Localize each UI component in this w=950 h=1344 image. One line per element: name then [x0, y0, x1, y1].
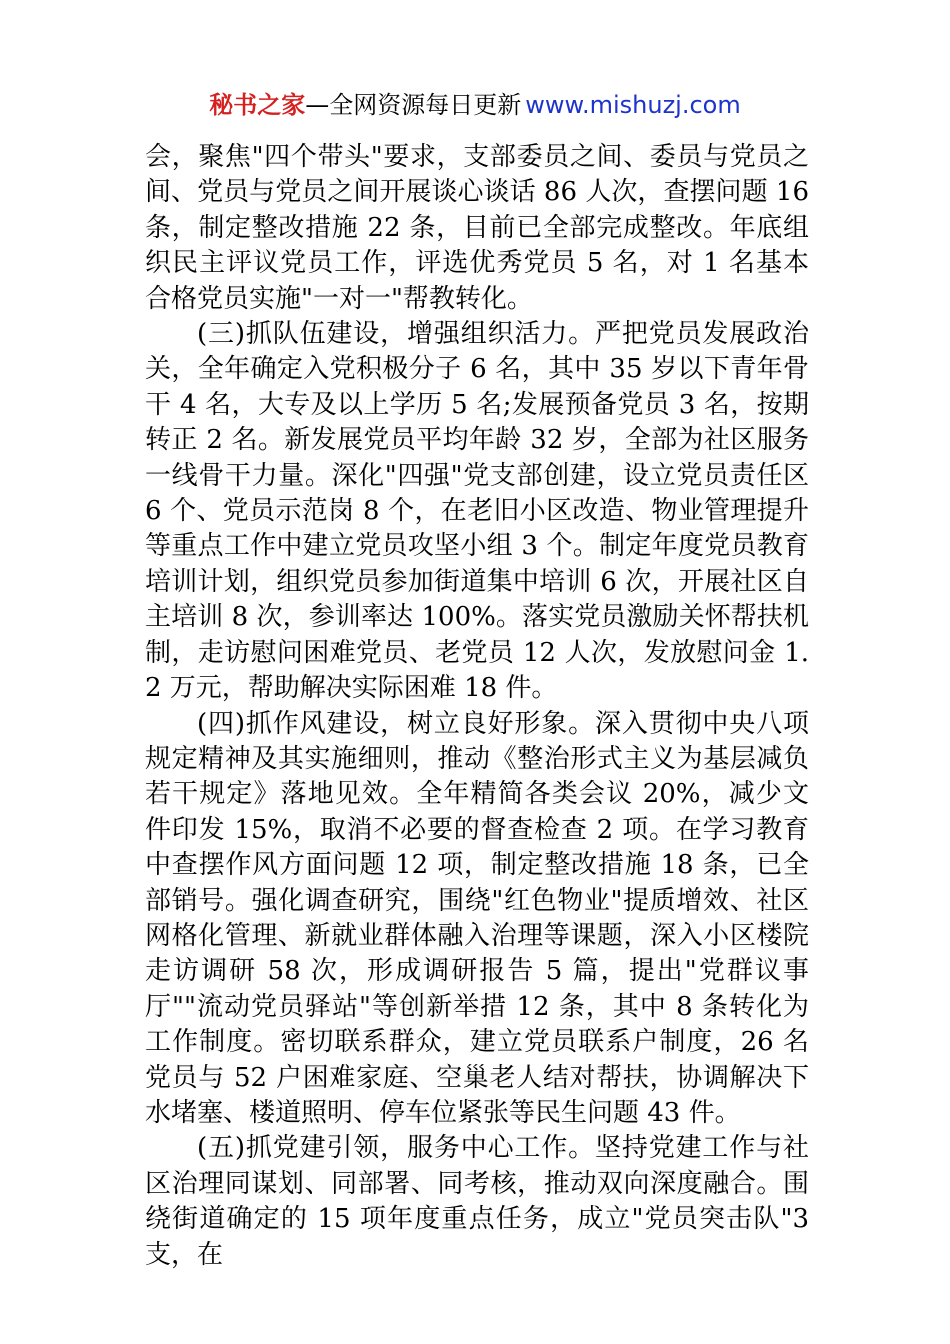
paragraph-work-style: (四)抓作风建设，树立良好形象。深入贯彻中央八项规定精神及其实施细则，推动《整治形式主义为基层减负若干规定》落地见效。全年精简各类会议 20%，减少文件印发 15%，取消不必要的督查检查 2 项。在学习教育中查摆作风方面问题 12 项，制定整改措施 18 条，已全部销号。强化调查研究，围绕"红色物业"提质增效、社区网格化管理、新就业群体融入治理等课题，深入小区楼院走访调研 58 次，形成调研报告 5 篇，提出"党群议事厅""流动党员驿站"等创新举措 12 条，其中 8 条转化为工作制度。密切联系群众，建立党员联系户制度，26 名党员与 52 户困难家庭、空巢老人结对帮扶，协调解决下水堵塞、楼道照明、停车位紧张等民生问题 43 件。: [145, 708, 809, 1128]
paragraph-team-building: (三)抓队伍建设，增强组织活力。严把党员发展政治关，全年确定入党积极分子 6 名，其中 35 岁以下青年骨干 4 名，大专及以上学历 5 名;发展预备党员 3 名，按期转正 2 名。新发展党员平均年龄 32 岁，全部为社区服务一线骨干力量。深化"四强"党支部创建，设立党员责任区 6 个、党员示范岗 8 个，在老旧小区改造、物业管理提升等重点工作中建立党员攻坚小组 3 个。制定年度党员教育培训计划，组织党员参加街道集中培训 6 次，开展社区自主培训 8 次，参训率达 100%。落实党员激励关怀帮扶机制，走访慰问困难党员、老党员 12 人次，发放慰问金 1.2 万元，帮助解决实际困难 18 件。: [145, 319, 809, 704]
site-brand: 秘书之家: [209, 91, 306, 119]
site-url-link[interactable]: www.mishuzj.com: [525, 91, 741, 119]
document-body: [145, 140, 809, 1273]
site-header: [0, 90, 950, 120]
paragraph-party-leadership: (五)抓党建引领，服务中心工作。坚持党建工作与社区治理同谋划、同部署、同考核，推动双向深度融合。围绕街道确定的 15 项年度重点任务，成立"党员突击队"3 支，在: [145, 1133, 809, 1270]
site-tagline: —全网资源每日更新: [305, 91, 522, 119]
paragraph-continuation: 会，聚焦"四个带头"要求，支部委员之间、委员与党员之间、党员与党员之间开展谈心谈话 86 人次，查摆问题 16 条，制定整改措施 22 条，目前已全部完成整改。年底组织民主评议党员工作，评选优秀党员 5 名，对 1 名基本合格党员实施"一对一"帮教转化。: [145, 142, 809, 314]
